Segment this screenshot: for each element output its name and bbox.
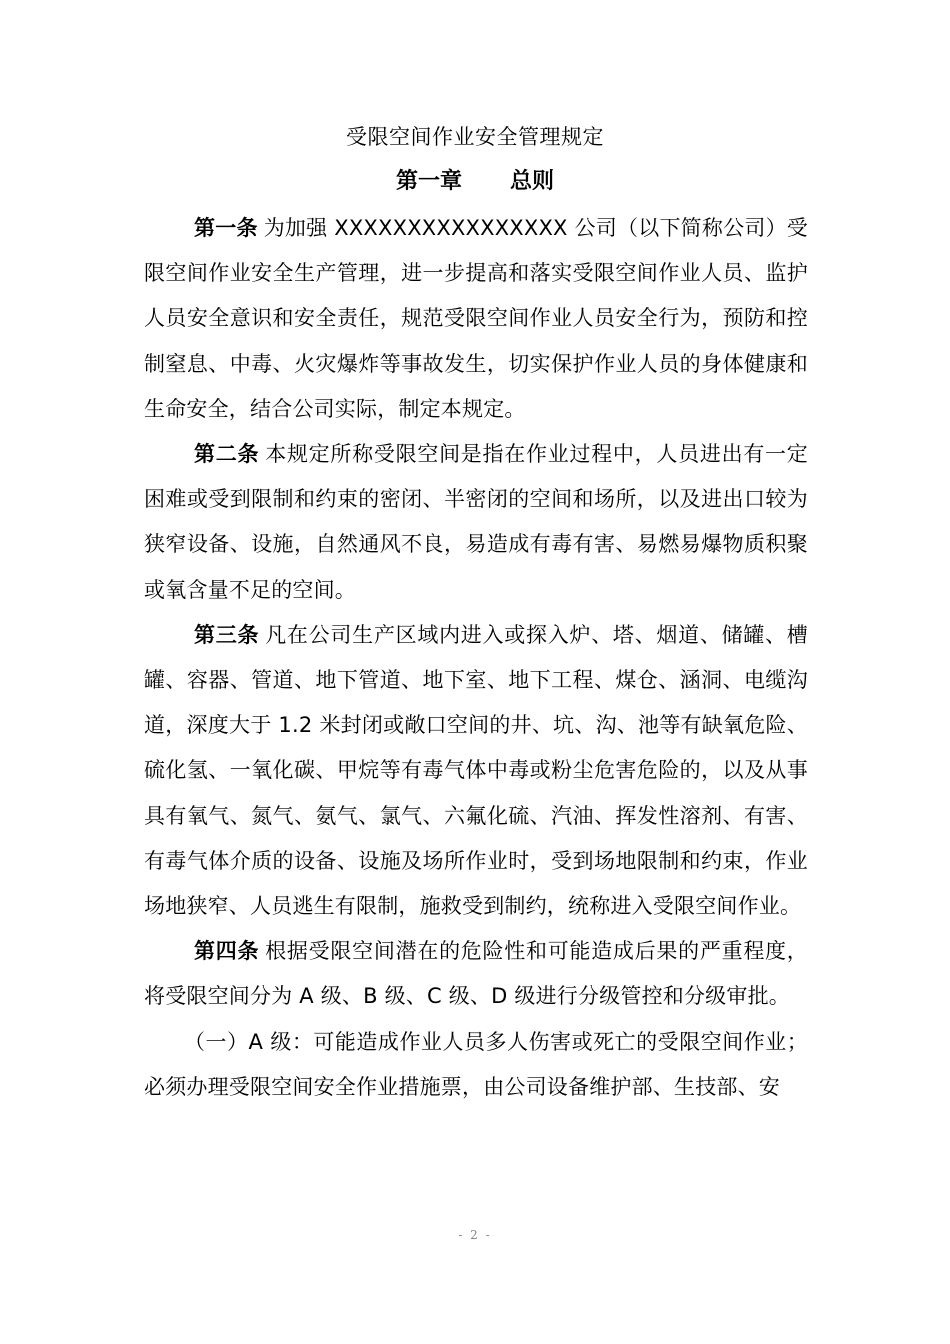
article-paragraph-4	[144, 929, 808, 1019]
article-paragraph-2	[144, 432, 808, 613]
level-a-text: （一）A 级：可能造成作业人员多人伤害或死亡的受限空间作业；必须办理受限空间安全作业措施票，由公司设备维护部、生技部、安	[144, 1029, 808, 1099]
article-text: 本规定所称受限空间是指在作业过程中，人员进出有一定困难或受到限制和约束的密闭、半密闭的空间和场所，以及进出口较为狭窄设备、设施，自然通风不良，易造成有毒有害、易燃易爆物质积聚或氧含量不足的空间。	[144, 442, 808, 602]
article-text: 为加强 XXXXXXXXXXXXXXXX 公司（以下简称公司）受限空间作业安全生产管理，进一步提高和落实受限空间作业人员、监护人员安全意识和安全责任，规范受限空间作业人员安全行为，预防和控制窒息、中毒、火灾爆炸等事故发生，切实保护作业人员的身体健康和生命安全，结合公司实际，制定本规定。	[144, 216, 808, 421]
document-title: 受限空间作业安全管理规定	[346, 125, 604, 149]
level-a-paragraph	[144, 1020, 808, 1110]
article-paragraph-3	[144, 613, 808, 929]
article-text: 根据受限空间潜在的危险性和可能造成后果的严重程度，将受限空间分为 A 级、B 级、C 级、D 级进行分级管控和分级审批。	[144, 939, 808, 1009]
article-label: 第四条	[194, 939, 260, 964]
article-label: 第一条	[194, 216, 258, 240]
page-number: - 2 -	[458, 1228, 492, 1242]
article-text: 凡在公司生产区域内进入或探入炉、塔、烟道、储罐、槽罐、容器、管道、地下管道、地下室、地下工程、煤仓、涵洞、电缆沟道，深度大于 1.2 米封闭或敞口空间的井、坑、沟、池等有缺氧危险、硫化氢、一氧化碳、甲烷等有毒气体中毒或粉尘危害危险的，以及从事具有氧气、氮气、氨气、氯气、六氟化硫、汽油、挥发性溶剂、有害、有毒气体介质的设备、设施及场所作业时，受到场地限制和约束，作业场地狭窄、人员逃生有限制，施救受到制约，统称进入受限空间作业。	[144, 622, 808, 919]
article-label: 第三条	[194, 622, 260, 647]
chapter-number: 第一章	[395, 169, 462, 194]
article-paragraph-1	[144, 206, 808, 432]
chapter-name: 总则	[510, 169, 555, 194]
chapter-heading	[0, 166, 950, 198]
document-body	[144, 206, 808, 1110]
article-label: 第二条	[194, 442, 260, 467]
